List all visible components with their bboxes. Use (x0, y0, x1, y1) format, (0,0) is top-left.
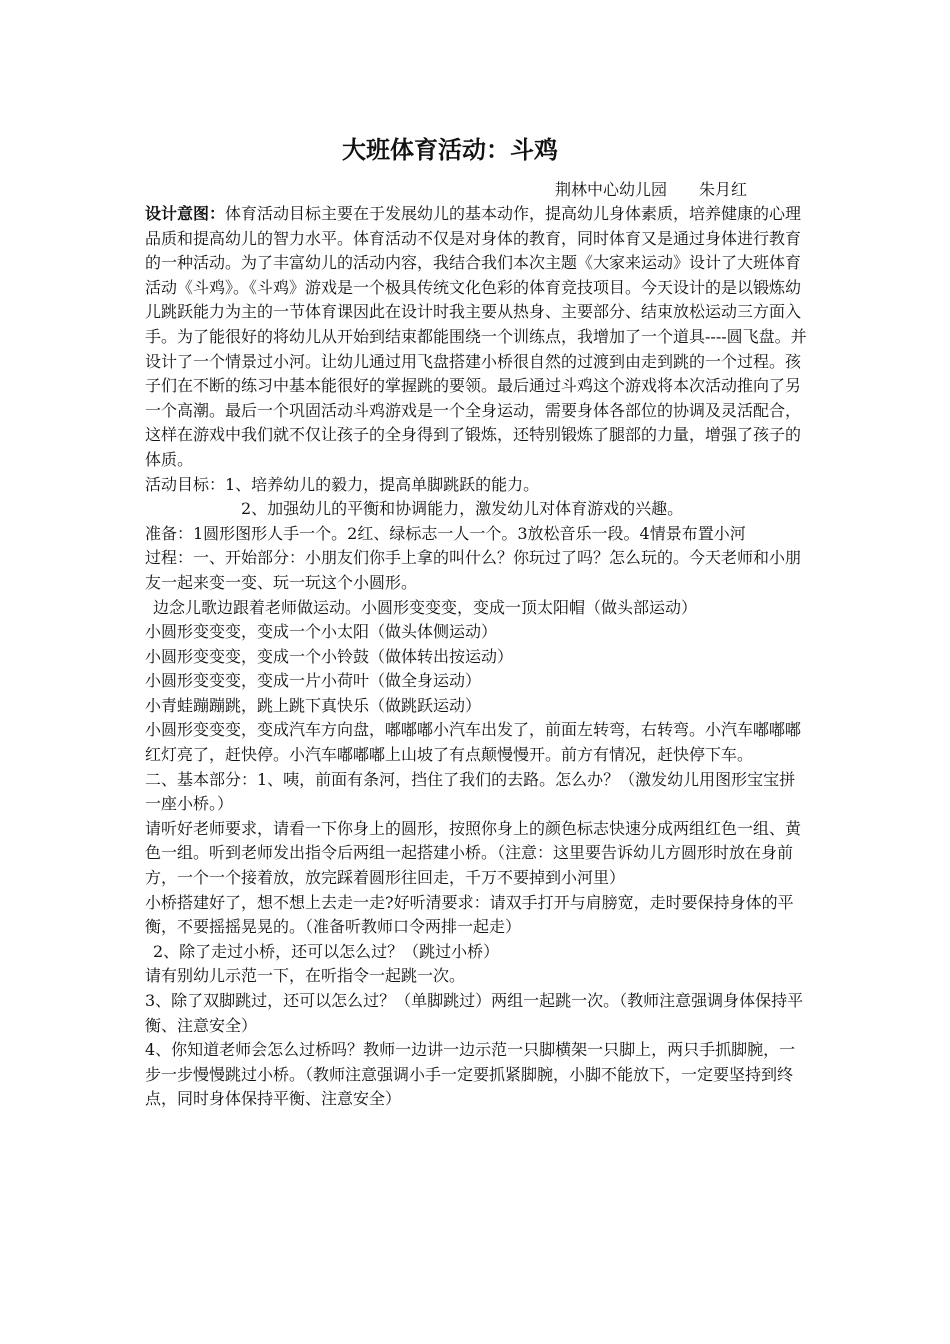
process-paragraph: 请听好老师要求，请看一下你身上的圆形，按照你身上的颜色标志快速分成两组红色一组、黄色一组。听到老师发出指令后两组一起搭建小桥。（注意：这里要告诉幼儿方圆形时放在身前方，一个一个接着放，放完踩着圆形往回走，千万不要掉到小河里） (145, 818, 802, 888)
design-intent-label: 设计意图： (145, 204, 226, 223)
document-title: 大班体育活动：斗鸡 (342, 136, 558, 164)
author-line: 荆林中心幼儿园 朱月红 (555, 180, 748, 199)
process-paragraph: 请有别幼儿示范一下，在听指令一起跳一次。 (145, 966, 466, 986)
document-body (145, 202, 810, 1112)
process-paragraph: 小圆形变变变，变成一片小荷叶（做全身运动） (145, 671, 482, 691)
process-paragraph: 边念儿歌边跟着老师做运动。小圆形变变变，变成一顶太阳帽（做头部运动） (153, 597, 698, 617)
process-paragraph: 3、除了双脚跳过，还可以怎么过？（单脚跳过）两组一起跳一次。（教师注意强调身体保持平衡、注意安全） (145, 991, 804, 1035)
process-paragraph: 4、你知道老师会怎么过桥吗？教师一边讲一边示范一只脚横架一只脚上，两只手抓脚腕，一步一步慢慢跳过小桥。（教师注意强调小手一定要抓紧脚腕，小脚不能放下，一定要坚持到终点，同时身体保持平衡、注意安全） (145, 1040, 796, 1109)
design-intent-text: 体育活动目标主要在于发展幼儿的基本动作，提高幼儿身体素质，培养健康的心理品质和提高幼儿的智力水平。体育活动不仅是对身体的教育，同时体育又是通过身体进行教育的一种活动。为了丰富幼儿的活动内容，我结合我们本次主题《大家来运动》设计了大班体育活动《斗鸡》。《斗鸡》游戏是一个极具传统文化色彩的体育竞技项目。今天设计的是以锻炼幼儿跳跃能力为主的一节体育课因此在设计时我主要从热身、主要部分、结束放松运动三方面入手。为了能很好的将幼儿从开始到结束都能围绕一个训练点，我增加了一个道具----圆飞盘。并设计了一个情景过小河。让幼儿通过用飞盘搭建小桥很自然的过渡到由走到跳的一个过程。孩子们在不断的练习中基本能很好的掌握跳的要领。最后通过斗鸡这个游戏将本次活动推向了另一个高潮。最后一个巩固活动斗鸡游戏是一个全身运动，需要身体各部位的协调及灵活配合，这样在游戏中我们就不仅让孩子的全身得到了锻炼，还特别锻炼了腿部的力量，增强了孩子的体质。 (145, 204, 807, 469)
process-paragraph: 小圆形变变变，变成一个小太阳（做头体侧运动） (145, 622, 498, 642)
process-paragraph: 小桥搭建好了，想不想上去走一走?好听清要求：请双手打开与肩膀宽，走时要保持身体的平衡，不要摇摇晃晃的。（准备听教师口令两排一起走） (145, 892, 794, 937)
process-paragraph: 小青蛙蹦蹦跳，跳上跳下真快乐（做跳跃运动） (145, 695, 482, 715)
process-paragraph: 过程：一、开始部分：小朋友们你手上拿的叫什么？你玩过了吗？怎么玩的。今天老师和小朋友一起来变一变、玩一玩这个小圆形。 (145, 548, 802, 592)
goal-1: 活动目标：1、培养幼儿的毅力，提高单脚跳跃的能力。 (145, 474, 540, 494)
preparation: 准备：1圆形图形人手一个。2红、绿标志一人一个。3放松音乐一段。4情景布置小河 (145, 523, 746, 543)
process-paragraph: 二、基本部分：1、咦，前面有条河，挡住了我们的去路。怎么办？（激发幼儿用图形宝宝拼一座小桥。） (145, 769, 796, 814)
design-intent-paragraph (145, 202, 810, 473)
process-paragraph: 2、除了走过小桥，还可以怎么过？（跳过小桥） (153, 941, 500, 961)
process-paragraph: 小圆形变变变，变成汽车方向盘，嘟嘟嘟小汽车出发了，前面左转弯，右转弯。小汽车嘟嘟嘟红灯亮了，赶快停。小汽车嘟嘟嘟上山坡了有点颠慢慢开。前方有情况，赶快停下车。 (145, 720, 802, 765)
process-paragraph: 小圆形变变变，变成一个小铃鼓（做体转出按运动） (145, 646, 514, 666)
goal-2: 2、加强幼儿的平衡和协调能力，激发幼儿对体育游戏的兴趣。 (241, 499, 684, 519)
